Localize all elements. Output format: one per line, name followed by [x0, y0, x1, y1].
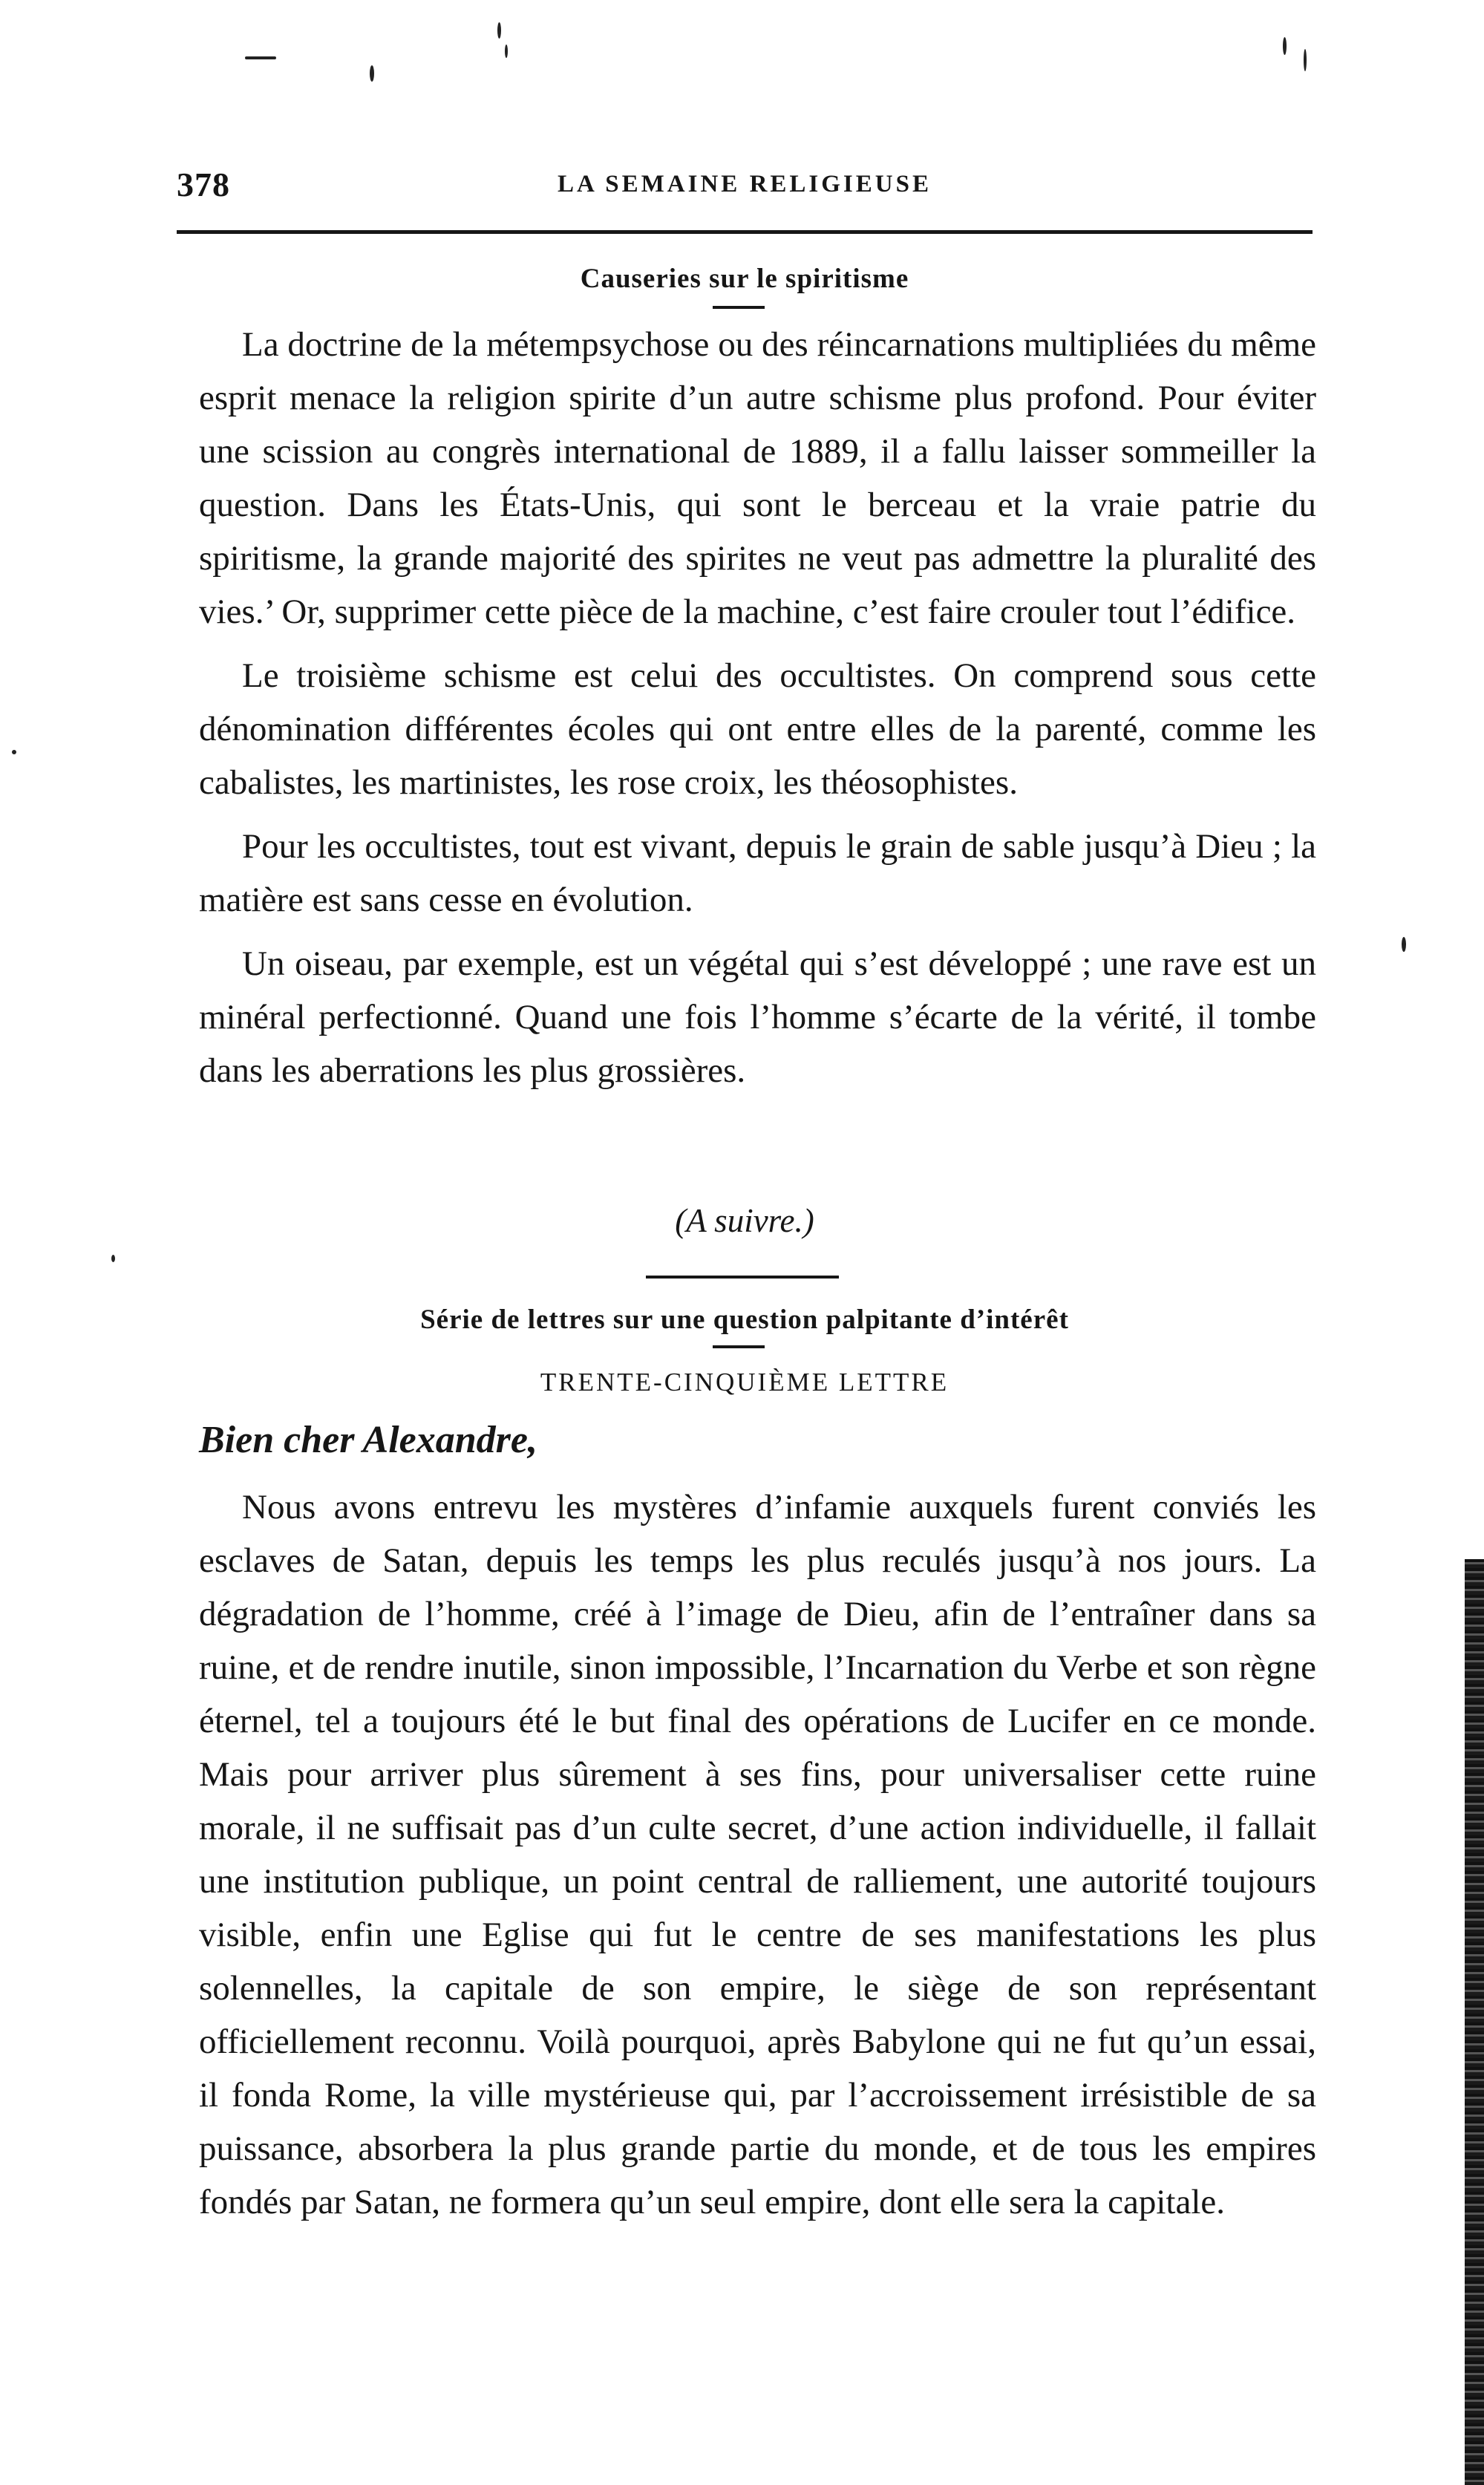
- paragraph: Le troisième schisme est celui des occultistes. On comprend sous cette dénomination différentes écoles qui ont entre elles de la parenté, comme les cabalistes, les martinistes, les rose croix, les théosophistes.: [199, 656, 1316, 802]
- salutation: Bien cher Alexandre,: [199, 1419, 537, 1461]
- scan-speck: [370, 65, 374, 82]
- scan-speck: [1402, 937, 1406, 952]
- paragraph: Pour les occultistes, tout est vivant, depuis le grain de sable jusqu’à Dieu ; la matière est sans cesse en évolution.: [199, 827, 1316, 919]
- paragraph: Un oiseau, par exemple, est un végétal qui s’est développé ; une rave est un minéral perfectionné. Quand une fois l’homme s’écarte de la vérité, il tombe dans les aberrations les plus grossières.: [199, 944, 1316, 1090]
- title-dash: [713, 1345, 765, 1348]
- scan-speck: [1304, 49, 1307, 71]
- scan-edge-strip: [1465, 1559, 1484, 2485]
- section-separator: [646, 1276, 839, 1279]
- title-dash: [713, 306, 765, 309]
- scan-speck: [245, 56, 276, 59]
- paragraph: Nous avons entrevu les mystères d’infamie auxquels furent conviés les esclaves de Satan, depuis les temps les plus reculés jusqu’à nos jours. La dégradation de l’homme, créé à l’image de Dieu, afin de l’entraîner dans sa ruine, et de rendre inutile, sinon impossible, l’Incarnation du Verbe et son règne éternel, tel a toujours été le but final des opérations de Lucifer en ce monde. Mais pour arriver plus sûrement à ses fins, pour universaliser cette ruine morale, il ne suffisait pas d’un culte secret, d’une action individuelle, il fallait une institution publique, un point central de ralliement, une autorité toujours visible, enfin une Eglise qui fut le centre de ses manifestations les plus solennelles, la capitale de son empire, le siège de son représentant officiellement reconnu. Voilà pourquoi, après Babylone qui ne fut qu’un essai, il fonda Rome, la ville mystérieuse qui, par l’accroissement irrésistible de sa puissance, absorbera la plus grande partie du monde, et de tous les empires fondés par Satan, ne formera qu’un seul empire, dont elle sera la capitale.: [199, 1488, 1316, 2221]
- letter-heading: TRENTE-CINQUIÈME LETTRE: [540, 1368, 949, 1397]
- section-title-spiritisme: Causeries sur le spiritisme: [580, 264, 909, 294]
- scan-speck: [111, 1255, 115, 1262]
- scan-speck: [1283, 37, 1287, 55]
- section-title-lettres: Série de lettres sur une question palpitante d’intérêt: [420, 1304, 1069, 1335]
- paragraph: La doctrine de la métempsychose ou des réincarnations multipliées du même esprit menace la religion spirite d’un autre schisme plus profond. Pour éviter une scission au congrès international de 1889, il a fallu laisser sommeiller la question. Dans les États-Unis, qui sont le berceau et la vraie patrie du spiritisme, la grande majorité des spirites ne veut pas admettre la pluralité des vies.’ Or, supprimer cette pièce de la machine, c’est faire crouler tout l’édifice.: [199, 325, 1316, 631]
- scan-speck: [505, 45, 508, 58]
- section1-body: [199, 318, 1316, 1097]
- page-number: 378: [177, 166, 230, 203]
- header-rule: [177, 230, 1313, 234]
- a-suivre: (A suivre.): [675, 1202, 814, 1239]
- running-title: LA SEMAINE RELIGIEUSE: [558, 171, 932, 197]
- scan-speck: [12, 750, 16, 754]
- scan-speck: [497, 22, 501, 39]
- running-header: [177, 165, 1313, 209]
- section2-body: [199, 1480, 1316, 2229]
